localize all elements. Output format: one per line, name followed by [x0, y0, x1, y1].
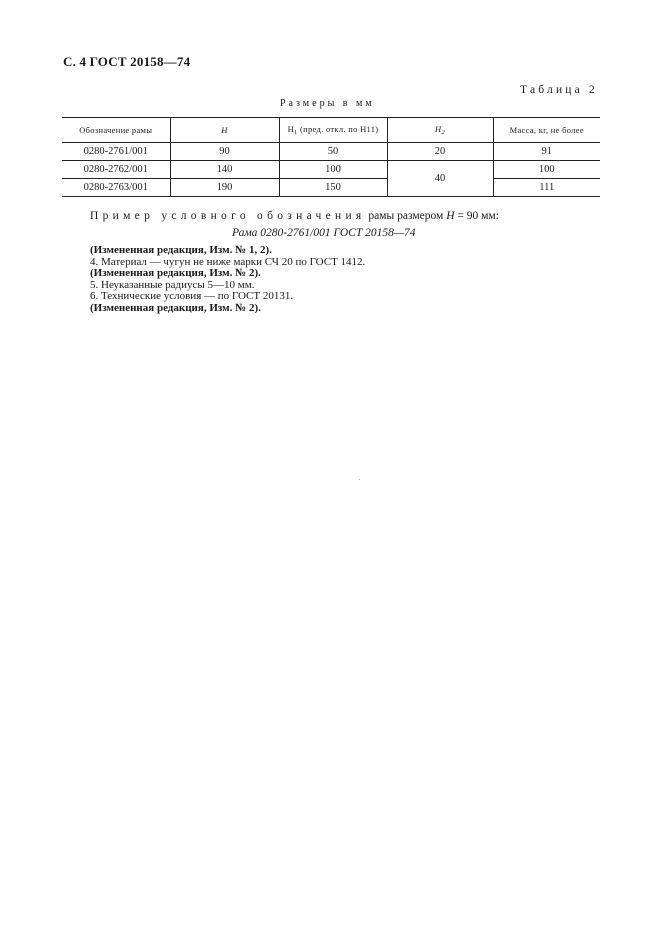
example-text: рамы размером	[365, 210, 447, 222]
revision-note: (Измененная редакция, Изм. № 1, 2).	[90, 244, 272, 256]
cell-frame: 0280-2762/001	[62, 161, 170, 179]
cell-h: 90	[170, 143, 279, 161]
revision-note: (Измененная редакция, Изм. № 2).	[90, 301, 261, 314]
example-line	[90, 210, 499, 222]
cell-h2: 40	[387, 161, 493, 197]
col-header-mass: Масса, кг, не более	[493, 118, 600, 143]
h1-note: (пред. откл. по Н11)	[300, 124, 379, 134]
cell-h2: 20	[387, 143, 493, 161]
cell-h1: 150	[279, 179, 387, 197]
table-row	[62, 179, 600, 197]
cell-h: 140	[170, 161, 279, 179]
cell-mass: 100	[493, 161, 600, 179]
example-variable: H	[446, 210, 455, 222]
table-row	[62, 143, 600, 161]
h2-subscript: 2	[441, 129, 445, 136]
dimensions-table	[62, 117, 600, 197]
page-header: С. 4 ГОСТ 20158—74	[63, 54, 191, 69]
cell-h1: 50	[279, 143, 387, 161]
dimensions-caption: Размеры в мм	[280, 98, 375, 109]
cell-mass: 91	[493, 143, 600, 161]
example-designation: Рама 0280-2761/001 ГОСТ 20158—74	[232, 227, 416, 239]
col-header-frame: Обозначение рамы	[62, 118, 170, 143]
notes-block	[90, 245, 365, 315]
cell-h: 190	[170, 179, 279, 197]
example-lead: Пример условного обозначения	[90, 210, 366, 222]
note-item: 4. Материал — чугун не ниже марки СЧ 20 по ГОСТ 1412.	[90, 255, 366, 268]
cell-frame: 0280-2761/001	[62, 143, 170, 161]
note-item: 6. Технические условия — по ГОСТ 20131.	[90, 290, 294, 303]
cell-mass: 111	[493, 179, 600, 197]
h2-symbol: H	[434, 124, 442, 134]
table-row	[62, 161, 600, 179]
h1-symbol: H	[287, 124, 295, 134]
col-header-h: H	[170, 118, 279, 143]
scan-speck	[359, 479, 360, 480]
note-item: 5. Неуказанные радиусы 5—10 мм.	[90, 278, 255, 291]
table-label: Таблица 2	[520, 84, 598, 96]
example-text-end: = 90 мм:	[454, 210, 499, 222]
revision-note: (Измененная редакция, Изм. № 2).	[90, 267, 261, 280]
col-header-h2	[387, 118, 493, 143]
h1-subscript: 1	[294, 129, 298, 136]
col-header-h1	[279, 118, 387, 143]
cell-h1: 100	[279, 161, 387, 179]
cell-frame: 0280-2763/001	[62, 179, 170, 197]
table-header-row	[62, 118, 600, 143]
